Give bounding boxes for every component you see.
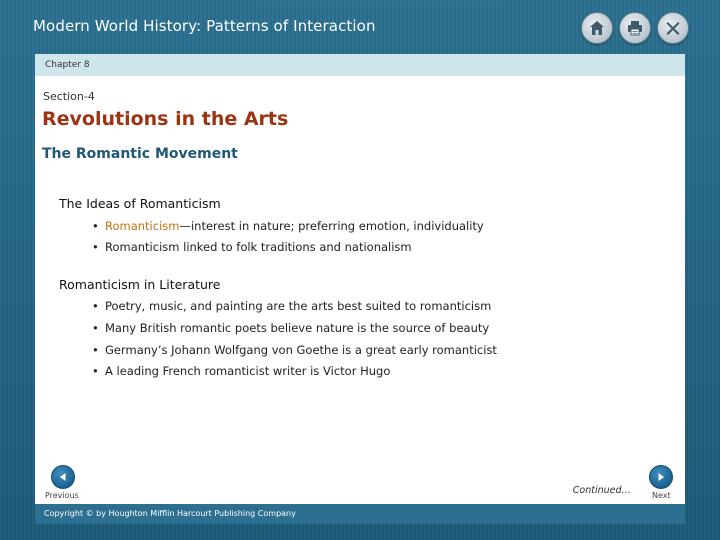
list-item-text: Germany’s Johann Wolfgang von Goethe is a great early romanticist — [105, 343, 497, 357]
list-item-text: Romanticism linked to folk traditions and nationalism — [105, 240, 412, 254]
chapter-bar: Chapter 8 — [35, 54, 685, 76]
next-label[interactable]: Next — [652, 491, 671, 500]
next-button[interactable] — [649, 465, 673, 489]
list-item-text: —interest in nature; preferring emotion, individuality — [179, 219, 484, 233]
previous-button[interactable] — [51, 465, 75, 489]
block-heading: The Ideas of Romanticism — [59, 196, 221, 211]
previous-label[interactable]: Previous — [45, 491, 79, 500]
list-item — [105, 343, 497, 357]
block-heading: Romanticism in Literature — [59, 277, 221, 292]
section-label: Section-4 — [43, 90, 95, 103]
footer-copyright: Copyright © by Houghton Mifflin Harcourt Publishing Company — [35, 504, 685, 524]
app-title: Modern World History: Patterns of Interaction — [33, 17, 376, 35]
list-item — [105, 219, 484, 233]
list-item — [105, 240, 412, 254]
home-button[interactable] — [581, 12, 613, 44]
home-icon — [588, 19, 606, 37]
printer-icon — [626, 19, 644, 37]
list-item — [105, 299, 491, 313]
close-icon — [664, 19, 682, 37]
list-item — [105, 364, 390, 378]
list-item-text: Poetry, music, and painting are the arts best suited to romanticism — [105, 299, 492, 313]
key-term: Romanticism — [105, 219, 180, 233]
slide-content — [35, 76, 685, 504]
section-subtitle: The Romantic Movement — [42, 146, 238, 162]
print-button[interactable] — [619, 12, 651, 44]
list-item-text: Many British romantic poets believe nature is the source of beauty — [105, 321, 490, 335]
arrow-left-icon — [58, 472, 68, 482]
list-item-text: A leading French romanticist writer is Victor Hugo — [105, 364, 391, 378]
arrow-right-icon — [656, 472, 666, 482]
continued-label: Continued… — [572, 485, 631, 496]
page-title: Revolutions in the Arts — [42, 108, 289, 130]
list-item — [105, 321, 489, 335]
close-button[interactable] — [657, 12, 689, 44]
toolbar — [581, 12, 689, 44]
